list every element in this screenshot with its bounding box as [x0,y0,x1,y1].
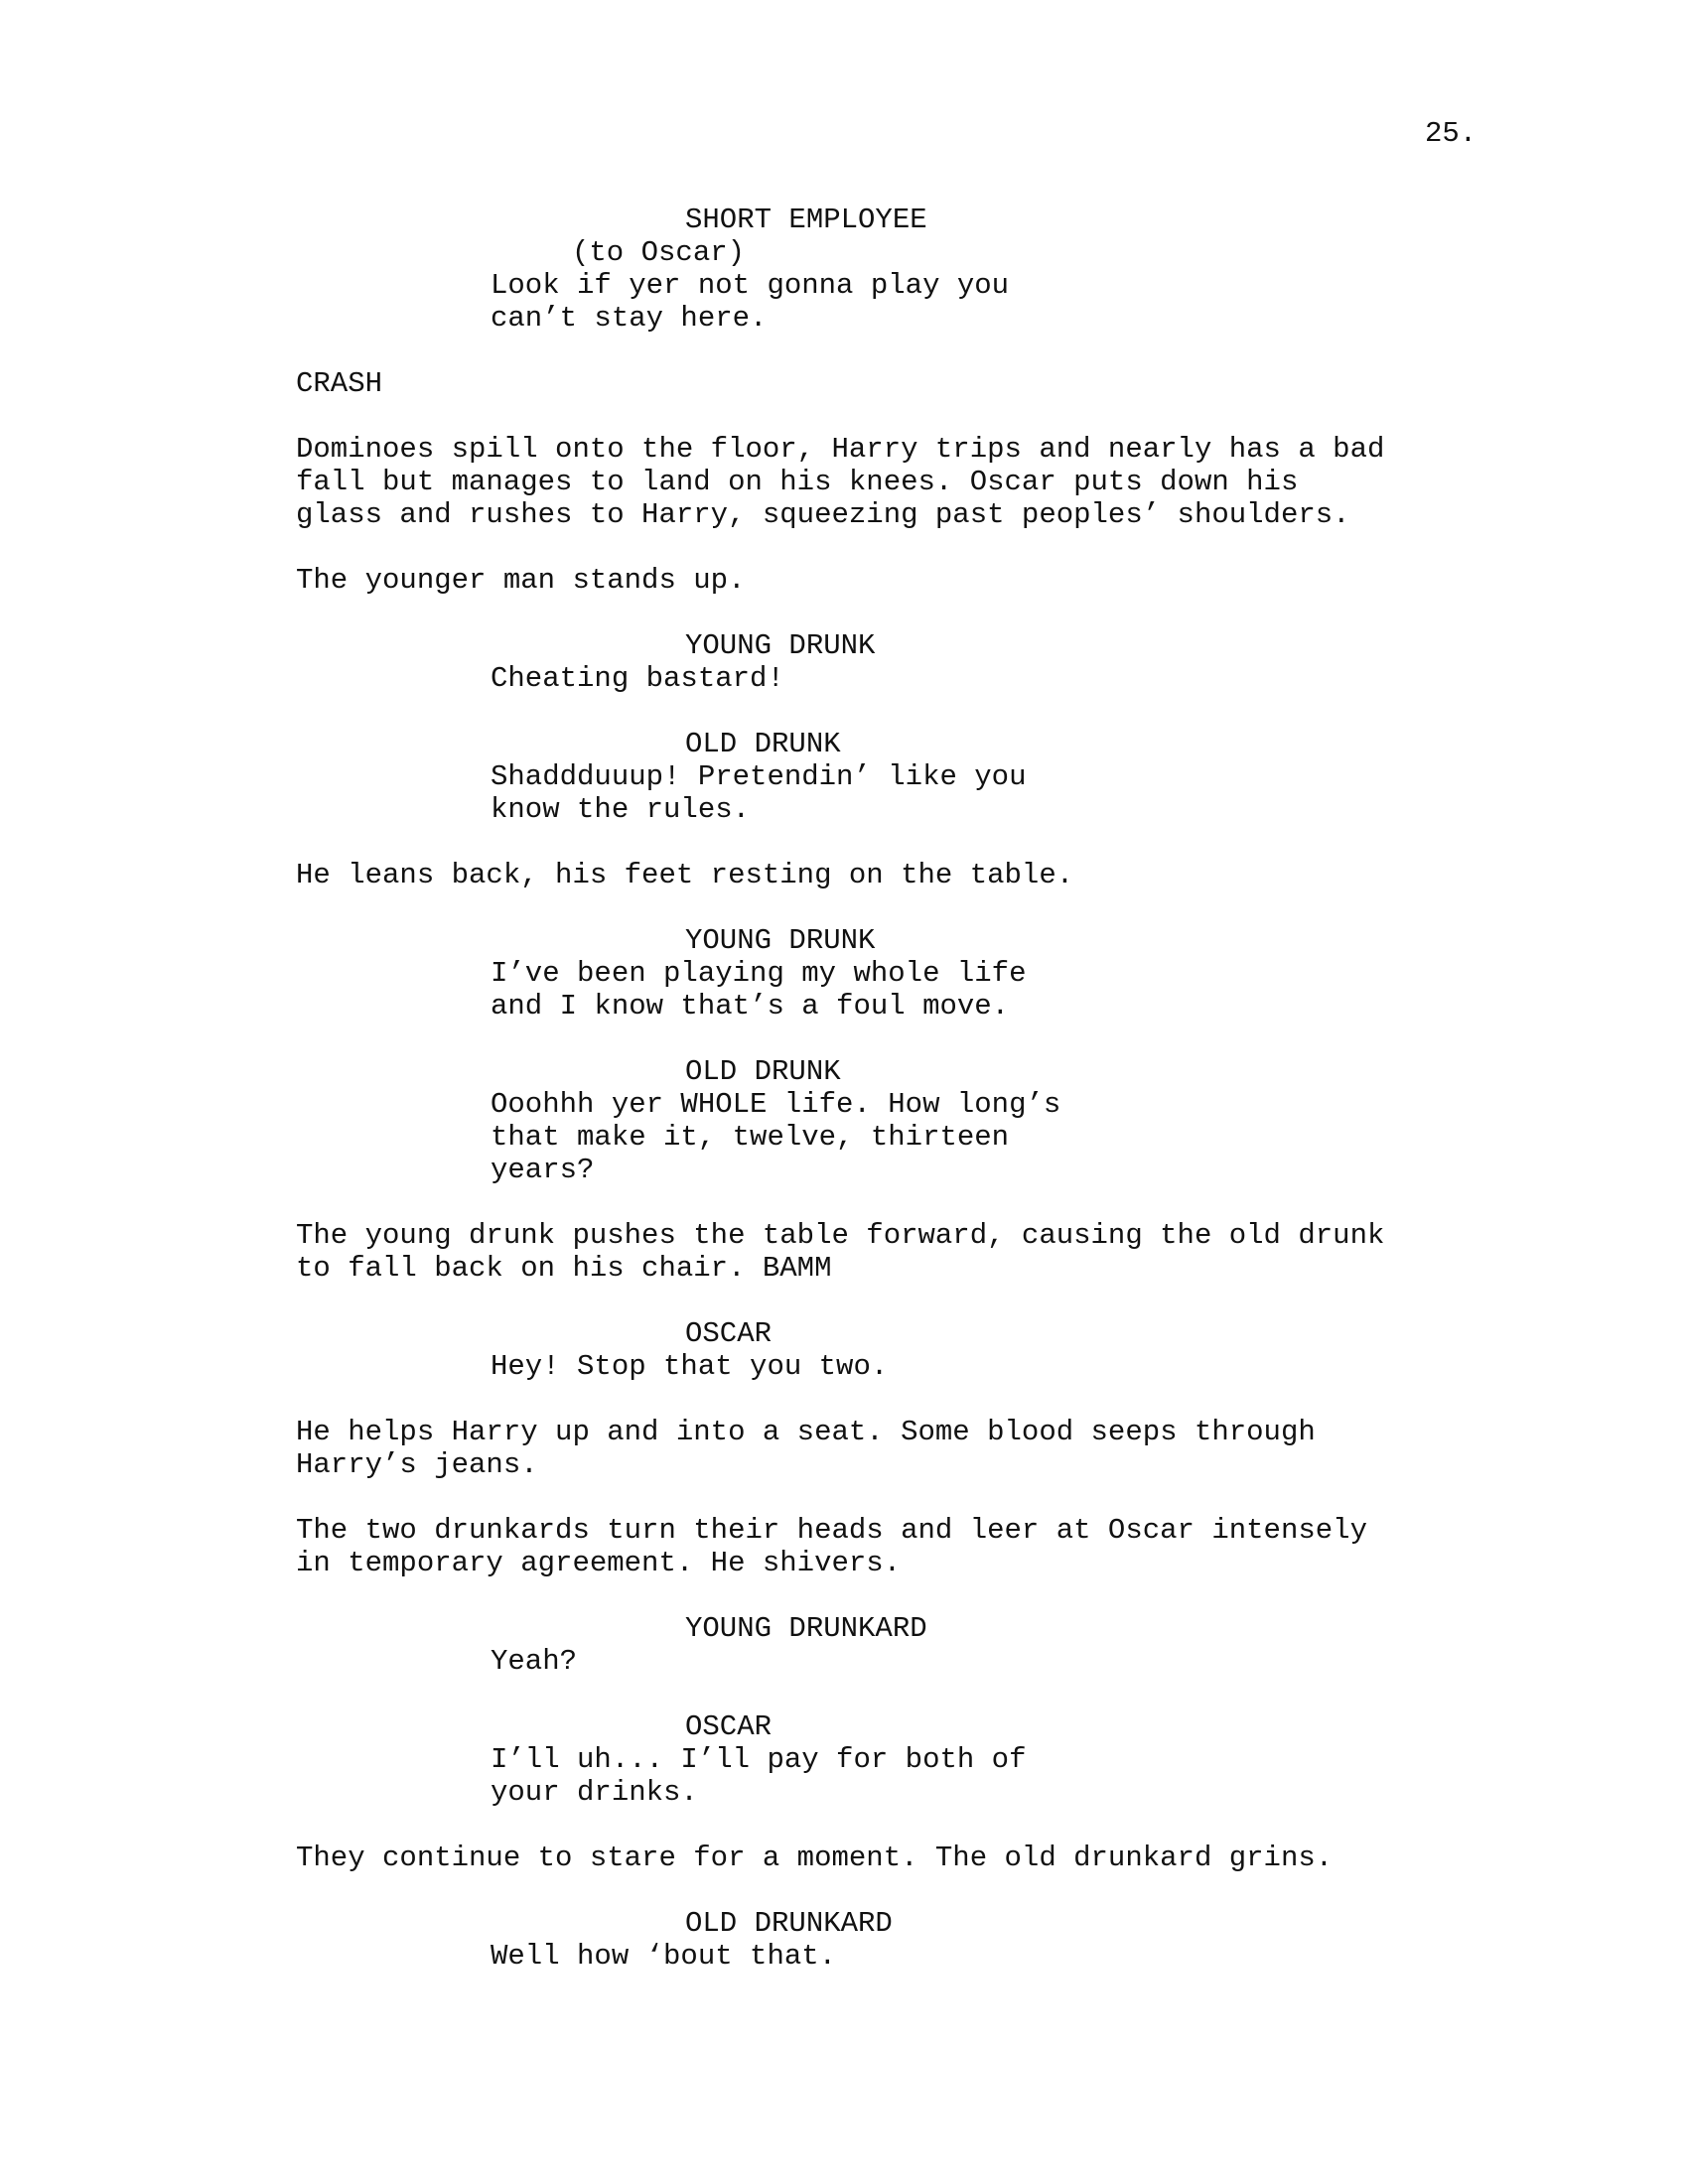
dialogue-line: Shaddduuup! Pretendin’ like you know the rules. [491,760,1027,826]
page-number: 25. [1425,117,1477,150]
action-line: CRASH [296,367,383,400]
dialogue-line: Well how ‘bout that. [491,1940,837,1973]
character-cue: OSCAR [685,1710,773,1743]
dialogue-line: Look if yer not gonna play you can’t stay here. [491,269,1010,335]
dialogue-line: Cheating bastard! [491,662,784,695]
action-line: He leans back, his feet resting on the table. [296,859,1074,891]
action-line: The two drunkards turn their heads and leer at Oscar intensely in temporary agreement. He shivers. [296,1514,1367,1579]
action-line: Dominoes spill onto the floor, Harry trips and nearly has a bad fall but manages to land on his knees. Oscar puts down his glass and rushes to Harry, squeezing past peoples’ shoulders. [296,433,1385,531]
character-cue: OLD DRUNK [685,1055,841,1088]
action-line: He helps Harry up and into a seat. Some blood seeps through Harry’s jeans. [296,1416,1316,1481]
action-line: The younger man stands up. [296,564,746,597]
character-cue: OSCAR [685,1317,773,1350]
character-cue: YOUNG DRUNK [685,629,876,662]
character-cue: OLD DRUNKARD [685,1907,893,1940]
dialogue-line: I’ve been playing my whole life and I know that’s a foul move. [491,957,1027,1023]
action-line: The young drunk pushes the table forward, causing the old drunk to fall back on his chair. BAMM [296,1219,1385,1285]
dialogue-line: Ooohhh yer WHOLE life. How long’s that make it, twelve, thirteen years? [491,1088,1061,1186]
action-line: They continue to stare for a moment. The old drunkard grins. [296,1842,1334,1874]
dialogue-line: I’ll uh... I’ll pay for both of your drinks. [491,1743,1027,1809]
character-cue: SHORT EMPLOYEE [685,204,927,236]
character-cue: YOUNG DRUNK [685,924,876,957]
dialogue-line: Hey! Stop that you two. [491,1350,889,1383]
parenthetical: (to Oscar) [572,236,746,269]
script-body [0,204,1688,1973]
character-cue: OLD DRUNK [685,728,841,760]
dialogue-line: Yeah? [491,1645,578,1678]
character-cue: YOUNG DRUNKARD [685,1612,927,1645]
